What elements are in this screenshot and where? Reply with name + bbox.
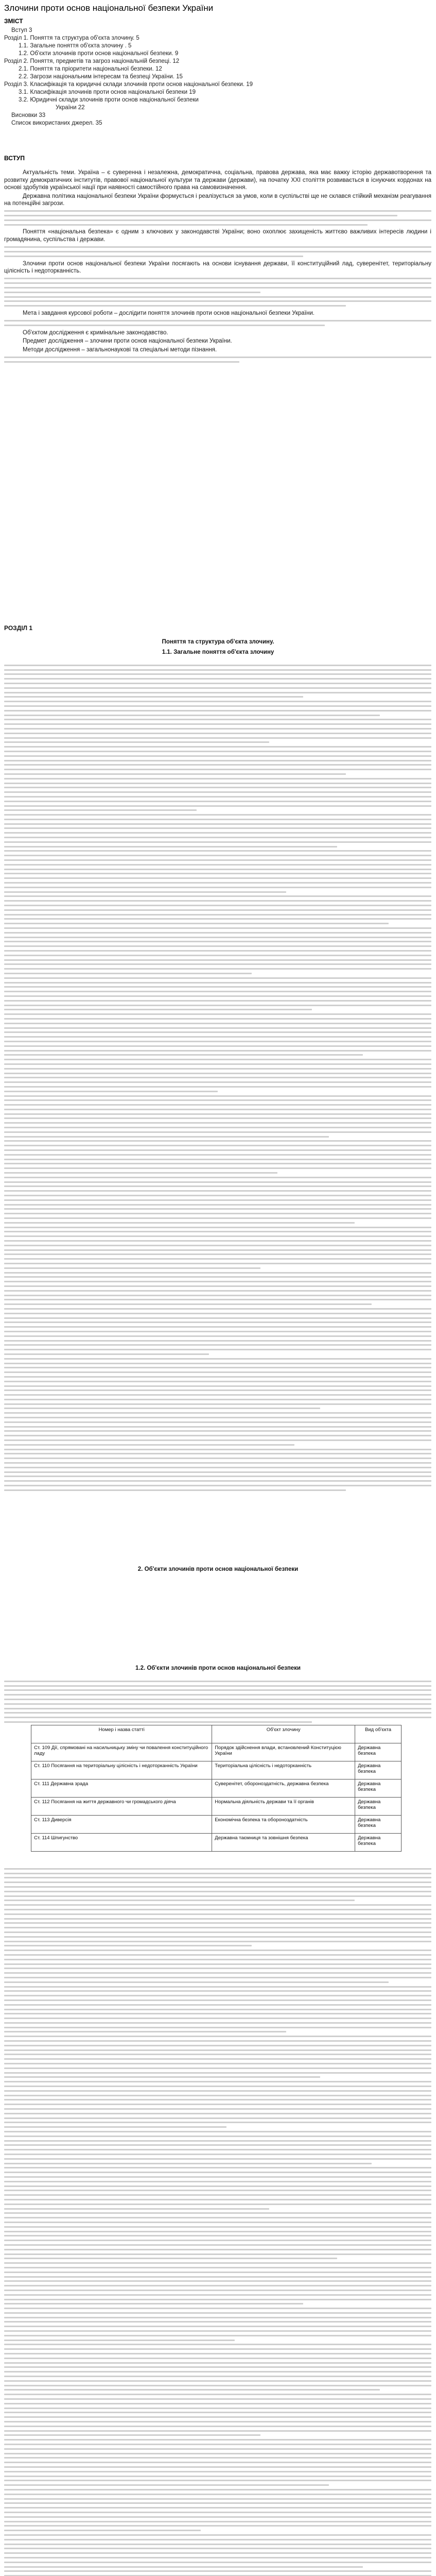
toc-item[interactable]: 3.2. Юридичні склади злочинів проти основ національної безпеки xyxy=(19,97,199,103)
main-body-continued xyxy=(4,1865,431,2576)
paragraph: Поняття «національна безпека» є одним з ключових у законодавстві України; воно охоплює захищеність життєво важливих інтересів людини і громадянина, суспільства і держави. xyxy=(4,229,431,243)
contents-heading: ЗМІСТ xyxy=(4,18,23,25)
toc-item[interactable]: Вступ 3 xyxy=(11,27,32,33)
table-cell: Державна безпека xyxy=(355,1834,402,1852)
paragraph: Злочини проти основ національної безпеки України посягають на основи існування держави, її конституційний лад, суверенітет, територіальну цілісність і недоторканність. xyxy=(4,260,431,275)
table-cell: Державна таємниця та зовнішня безпека xyxy=(212,1834,355,1852)
paragraph: Методи дослідження – загальнонаукові та спеціальні методи пізнання. xyxy=(23,346,217,353)
table-cell: Суверенітет, обороноздатність, державна безпека xyxy=(212,1780,355,1798)
table-of-contents xyxy=(4,27,431,127)
paragraph: Об'єктом дослідження є кримінальне законодавство. xyxy=(23,329,168,336)
intro-body xyxy=(4,169,431,366)
table-cell: Ст. 111 Державна зрада xyxy=(31,1780,212,1798)
table-row xyxy=(31,1743,402,1761)
toc-item[interactable]: Розділ 1. Поняття та структура об'єкта злочину. 5 xyxy=(4,35,139,41)
table-cell: Державна безпека xyxy=(355,1780,402,1798)
toc-item[interactable]: 3.1. Класифікація злочинів проти основ національної безпеки 19 xyxy=(19,89,196,95)
table-cell: Порядок здійснення влади, встановлений Конституцією України xyxy=(212,1743,355,1761)
section-1-2-title: 1.2. Об'єкти злочинів проти основ національної безпеки xyxy=(135,1665,301,1671)
toc-item[interactable]: Розділ 3. Класифікація та юридичні склади злочинів проти основ національної безпеки. 19 xyxy=(4,81,253,88)
table-cell: Державна безпека xyxy=(355,1798,402,1816)
table-header-cell: Номер і назва статті xyxy=(31,1725,212,1743)
table-row xyxy=(31,1798,402,1816)
table-cell: Ст. 114 Шпигунство xyxy=(31,1834,212,1852)
toc-item[interactable]: України 22 xyxy=(56,105,85,111)
table-row xyxy=(31,1761,402,1780)
table-cell: Державна безпека xyxy=(355,1816,402,1834)
table-row xyxy=(31,1780,402,1798)
chapter-1-title: Поняття та структура об'єкта злочину. xyxy=(162,639,274,645)
table-row xyxy=(31,1816,402,1834)
table-row xyxy=(31,1834,402,1852)
section-1-2-intro xyxy=(4,1677,431,1726)
table-cell: Економічна безпека та обороноздатність xyxy=(212,1816,355,1834)
paragraph: Актуальність теми. Україна – є суверенна і незалежна, демократична, соціальна, правова держава, яка має важку історію державотворення та розвитку демократичних інститутів, правової національної культури та держави (держави), на початку ХХІ століття розвивається в існуючих кордонах на основі здобутків української нації при наявності самостійного права на самовизначення. xyxy=(4,170,431,191)
chapter-1-heading: РОЗДІЛ 1 xyxy=(4,624,33,632)
table-cell: Ст. 113 Диверсія xyxy=(31,1816,212,1834)
table-header-cell: Об'єкт злочину xyxy=(212,1725,355,1743)
toc-item[interactable]: 1.2. Об'єкти злочинів проти основ національної безпеки. 9 xyxy=(19,50,179,57)
toc-item[interactable]: 1.1. Загальне поняття об'єкта злочину . 5 xyxy=(19,43,132,49)
toc-item[interactable]: Висновки 33 xyxy=(11,112,46,118)
toc-item[interactable]: Розділ 2. Поняття, предметів та загроз національній безпеці. 12 xyxy=(4,58,180,64)
toc-item[interactable]: 2.1. Поняття та пріоритети національної безпеки. 12 xyxy=(19,66,162,72)
paragraph: Державна політика національної безпеки України формується і реалізується за умов, коли в суспільстві ще не склався стійкий механізм реагування на потенційні загрози. xyxy=(4,193,431,207)
intro-heading: ВСТУП xyxy=(4,155,25,162)
objects-table xyxy=(31,1725,402,1852)
table-cell: Ст. 112 Посягання на життя державного чи громадського діяча xyxy=(31,1798,212,1816)
section-1-1-title: 1.1. Загальне поняття об'єкта злочину xyxy=(162,649,274,655)
table-header-row xyxy=(31,1725,402,1743)
table-cell: Територіальна цілісність і недоторканність xyxy=(212,1761,355,1780)
section-2-title: 2. Об'єкти злочинів проти основ національної безпеки xyxy=(137,1566,299,1572)
table-cell: Нормальна діяльність держави та її органів xyxy=(212,1798,355,1816)
toc-item[interactable]: 2.2. Загрози національним інтересам та безпеці України. 15 xyxy=(19,74,183,80)
toc-item[interactable]: Список використаних джерел. 35 xyxy=(11,120,102,126)
table-cell: Ст. 109 Дії, спрямовані на насильницьку зміну чи повалення конституційного ладу xyxy=(31,1743,212,1761)
table-cell: Державна безпека xyxy=(355,1761,402,1780)
table-cell: Ст. 110 Посягання на територіальну цілісність і недоторканність України xyxy=(31,1761,212,1780)
chapter-1-body xyxy=(4,662,431,1494)
paragraph: Предмет дослідження – злочини проти основ національної безпеки України. xyxy=(23,338,232,345)
paragraph: Мета і завдання курсової роботи – дослідити поняття злочинів проти основ національної безпеки України. xyxy=(23,310,315,317)
table-cell: Державна безпека xyxy=(355,1743,402,1761)
table-header-cell: Вид об'єкта xyxy=(355,1725,402,1743)
document-title: Злочини проти основ національної безпеки України xyxy=(4,3,214,13)
